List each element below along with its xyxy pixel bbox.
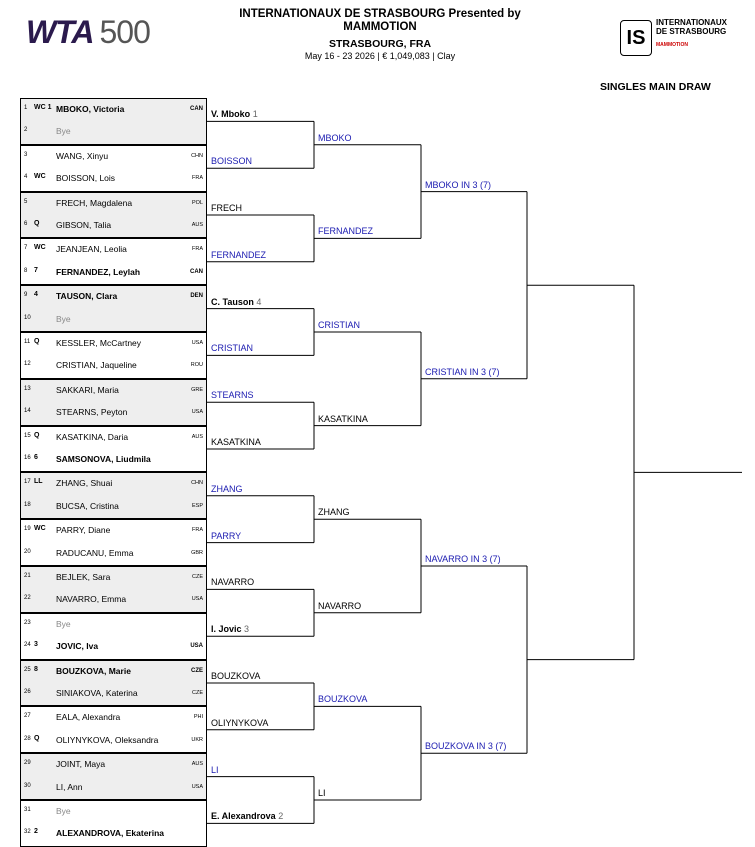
entry-name: GIBSON, Talia — [56, 220, 112, 230]
draw-entry — [20, 589, 207, 612]
entry-country: FRA — [192, 246, 203, 253]
draw-entry — [20, 543, 207, 566]
winner-name: BOUZKOVA — [318, 694, 368, 705]
entry-position: 26 — [24, 689, 31, 695]
entry-country: AUS — [191, 433, 203, 440]
winner-name: OLIYNYKOVA — [211, 717, 269, 728]
round-winner-label — [211, 156, 252, 166]
entry-name: KESSLER, McCartney — [56, 338, 142, 348]
entry-seed: 8 — [34, 665, 38, 673]
round-winner-label — [318, 320, 360, 330]
entry-position: 17 — [24, 479, 31, 486]
round-winner-label — [425, 554, 501, 564]
winner-name: MBOKO — [318, 132, 352, 143]
entry-seed: 2 — [34, 828, 38, 836]
entry-country: AUS — [191, 761, 203, 768]
entry-position: 13 — [24, 385, 31, 392]
entry-position: 24 — [24, 642, 31, 649]
entry-name: CRISTIAN, Jaqueline — [56, 360, 137, 371]
entry-country: FRA — [192, 175, 203, 182]
round-winner-label — [211, 297, 261, 307]
round-winner-label — [211, 577, 254, 587]
entry-name: JOINT, Maya — [56, 759, 106, 770]
entry-position: 31 — [24, 807, 31, 813]
draw-entry — [20, 753, 207, 776]
winner-name: CRISTIAN — [318, 320, 361, 330]
draw-entry — [20, 823, 207, 846]
winner-seed: 4 — [253, 296, 262, 307]
entry-name: TAUSON, Clara — [56, 291, 118, 302]
winner-name: C. Tauson — [211, 296, 254, 307]
winner-name: LI — [211, 764, 219, 775]
entry-name: SAMSONOVA, Liudmila — [56, 454, 151, 464]
entry-name: RADUCANU, Emma — [56, 547, 134, 558]
entry-name: JOVIC, Iva — [56, 641, 99, 652]
draw-entry — [20, 683, 207, 706]
draw-entry — [20, 121, 207, 144]
entry-seed: WC — [34, 173, 46, 181]
entry-name: SINIAKOVA, Katerina — [56, 688, 138, 698]
draw-label: SINGLES MAIN DRAW — [600, 81, 711, 93]
entry-name: WANG, Xinyu — [56, 150, 109, 161]
entry-name: Bye — [56, 126, 71, 137]
entry-position: 9 — [24, 292, 28, 299]
entry-position: 23 — [24, 619, 31, 626]
entry-position: 32 — [24, 829, 31, 836]
draw-entry — [20, 145, 207, 168]
draw-entry — [20, 519, 207, 542]
winner-name: KASATKINA — [211, 437, 261, 447]
round-winner-label — [211, 765, 219, 775]
winner-seed: 1 — [250, 109, 258, 120]
round-winner-label — [211, 484, 243, 494]
draw-entry — [20, 355, 207, 378]
entry-country: CHN — [191, 152, 203, 159]
entry-country: GRE — [191, 386, 203, 393]
winner-seed: 2 — [275, 811, 284, 822]
round-winner-label — [211, 811, 283, 821]
entry-name: Bye — [56, 806, 71, 816]
entry-name: OLIYNYKOVA, Oleksandra — [56, 734, 159, 745]
round-winner-label — [318, 601, 361, 611]
entry-name: EALA, Alexandra — [56, 712, 121, 723]
entry-position: 8 — [24, 267, 28, 274]
draw-entry — [20, 262, 207, 285]
entry-seed: Q — [34, 220, 40, 227]
round-winner-label — [318, 507, 350, 517]
entry-position: 5 — [24, 198, 28, 205]
entry-position: 1 — [24, 105, 28, 111]
entry-name: FRECH, Magdalena — [56, 197, 133, 208]
entry-country: PHI — [193, 714, 203, 721]
winner-name: BOUZKOVA IN 3 (7) — [425, 741, 507, 752]
winner-name: MBOKO IN 3 (7) — [425, 179, 492, 190]
entry-country: CAN — [190, 106, 203, 112]
round-winner-label — [211, 250, 266, 260]
entry-seed: WC — [34, 244, 46, 252]
round-winner-label — [211, 531, 241, 541]
entry-position: 20 — [24, 548, 31, 555]
entry-country: USA — [191, 340, 203, 346]
entry-seed: Q — [34, 734, 40, 742]
draw-entry — [20, 449, 207, 472]
entry-name: Bye — [56, 618, 71, 629]
draw-entry — [20, 215, 207, 238]
entry-position: 27 — [24, 713, 31, 720]
entry-seed: WC 1 — [34, 104, 52, 111]
entry-country: FRA — [192, 527, 203, 534]
draw-entry — [20, 426, 207, 449]
entry-country: USA — [191, 409, 203, 416]
draw-entry — [20, 285, 207, 308]
entry-seed: Q — [34, 338, 40, 345]
entry-position: 12 — [24, 361, 31, 368]
entry-position: 3 — [24, 151, 28, 158]
round-winner-label — [425, 180, 491, 190]
entry-name: LI, Ann — [56, 781, 83, 792]
entry-name: BEJLEK, Sara — [56, 572, 111, 582]
winner-seed: 3 — [241, 624, 250, 635]
winner-name: ZHANG — [318, 507, 350, 518]
entry-country: CZE — [192, 574, 203, 580]
round-winner-label — [211, 390, 254, 400]
draw-entry — [20, 379, 207, 402]
round-winner-label — [425, 367, 500, 377]
round-winner-label — [211, 109, 258, 119]
entry-name: BOUZKOVA, Marie — [56, 665, 131, 676]
entry-name: STEARNS, Peyton — [56, 407, 128, 418]
winner-name: BOUZKOVA — [211, 671, 261, 681]
round-winner-label — [211, 718, 268, 728]
entry-position: 7 — [24, 245, 28, 252]
entry-position: 25 — [24, 666, 31, 673]
entry-seed: 3 — [34, 641, 38, 649]
draw-entry — [20, 636, 207, 659]
tournament-dates: May 16 - 23 2026 | € 1,049,083 | Clay — [304, 51, 456, 61]
draw-entry — [20, 332, 207, 355]
entry-position: 16 — [24, 455, 31, 461]
entry-position: 29 — [24, 760, 31, 767]
round-winner-label — [318, 133, 352, 143]
winner-name: NAVARRO IN 3 (7) — [425, 554, 501, 564]
draw-entry — [20, 238, 207, 261]
entry-name: ALEXANDROVA, Ekaterina — [56, 828, 165, 839]
round-winner-label — [318, 414, 368, 424]
entry-name: Bye — [56, 313, 71, 324]
entry-position: 22 — [24, 595, 31, 602]
entry-seed: WC — [34, 525, 46, 533]
wta-logo: WTA 500 — [26, 14, 150, 50]
winner-name: LI — [318, 788, 326, 798]
entry-position: 15 — [24, 432, 31, 439]
draw-entry — [20, 706, 207, 729]
entry-country: AUS — [191, 222, 203, 228]
entry-country: POL — [191, 199, 203, 206]
draw-entry — [20, 98, 207, 121]
winner-name: ZHANG — [211, 483, 243, 494]
entry-name: MBOKO, Victoria — [56, 104, 125, 114]
entry-seed: Q — [34, 431, 40, 439]
entry-name: ZHANG, Shuai — [56, 478, 113, 489]
entry-name: SAKKARI, Maria — [56, 384, 119, 395]
entry-name: JEANJEAN, Leolia — [56, 244, 127, 255]
entry-name: BOISSON, Lois — [56, 173, 116, 184]
entry-position: 14 — [24, 408, 31, 415]
entry-position: 6 — [24, 221, 28, 227]
draw-entry — [20, 472, 207, 495]
entry-country: UKR — [191, 736, 203, 743]
draw-entry — [20, 777, 207, 800]
entry-position: 28 — [24, 735, 31, 742]
entry-seed: LL — [34, 478, 43, 486]
entry-country: CZE — [192, 690, 203, 696]
entry-position: 30 — [24, 782, 31, 789]
round-winner-label — [211, 624, 249, 634]
entry-country: CHN — [191, 480, 203, 487]
draw-entry — [20, 309, 207, 332]
round-winner-label — [318, 226, 373, 236]
winner-name: FRECH — [211, 203, 242, 213]
round-winner-label — [211, 437, 261, 447]
entry-country: CZE — [191, 667, 203, 674]
tournament-title: INTERNATIONAUX DE STRASBOURG Presented by MAMMOTION — [239, 8, 521, 33]
entry-country: USA — [190, 643, 203, 650]
round-winner-label — [318, 788, 326, 798]
winner-name: NAVARRO — [318, 600, 362, 611]
draw-entry — [20, 800, 207, 823]
entry-position: 11 — [24, 339, 31, 345]
entry-country: USA — [191, 596, 203, 603]
draw-entry — [20, 192, 207, 215]
entry-position: 21 — [24, 573, 31, 579]
winner-name: CRISTIAN IN 3 (7) — [425, 366, 500, 377]
winner-name: NAVARRO — [211, 577, 255, 588]
draw-entry — [20, 402, 207, 425]
entry-position: 2 — [24, 127, 28, 134]
entry-position: 4 — [24, 174, 28, 181]
winner-name: E. Alexandrova — [211, 811, 276, 822]
winner-name: CRISTIAN — [211, 343, 254, 354]
round-winner-label — [211, 343, 253, 353]
winner-name: I. Jovic — [211, 624, 242, 635]
tournament-location: STRASBOURG, FRA — [328, 38, 432, 50]
entry-name: FERNANDEZ, Leylah — [56, 266, 141, 277]
entry-country: GBR — [191, 549, 203, 556]
entry-position: 19 — [24, 526, 31, 533]
entry-country: ROU — [190, 362, 203, 369]
entry-country: USA — [191, 783, 203, 790]
winner-name: FERNANDEZ — [318, 226, 374, 237]
winner-name: V. Mboko — [211, 109, 251, 120]
entry-name: NAVARRO, Emma — [56, 594, 127, 605]
entry-seed: 7 — [34, 266, 38, 274]
entry-name: KASATKINA, Daria — [56, 431, 129, 442]
draw-entry — [20, 168, 207, 191]
round-winner-label — [211, 671, 260, 681]
entry-name: BUCSA, Cristina — [56, 500, 119, 511]
winner-name: PARRY — [211, 530, 242, 541]
round-winner-label — [318, 694, 367, 704]
winner-name: STEARNS — [211, 390, 254, 401]
round-winner-label — [211, 203, 242, 213]
draw-entry — [20, 660, 207, 683]
winner-name: BOISSON — [211, 156, 253, 167]
entry-name: PARRY, Diane — [56, 525, 111, 536]
entry-position: 10 — [24, 314, 31, 321]
entry-country: CAN — [190, 268, 203, 275]
draw-entry — [20, 613, 207, 636]
round-winner-label — [425, 741, 506, 751]
winner-name: KASATKINA — [318, 413, 368, 424]
entry-position: 18 — [24, 501, 31, 508]
entry-seed: 4 — [34, 291, 38, 299]
draw-entry — [20, 730, 207, 753]
draw-entry — [20, 496, 207, 519]
draw-entry — [20, 566, 207, 589]
entry-seed: 6 — [34, 454, 38, 461]
winner-name: FERNANDEZ — [211, 249, 267, 260]
entry-country: ESP — [191, 502, 203, 509]
entry-country: DEN — [190, 293, 203, 300]
